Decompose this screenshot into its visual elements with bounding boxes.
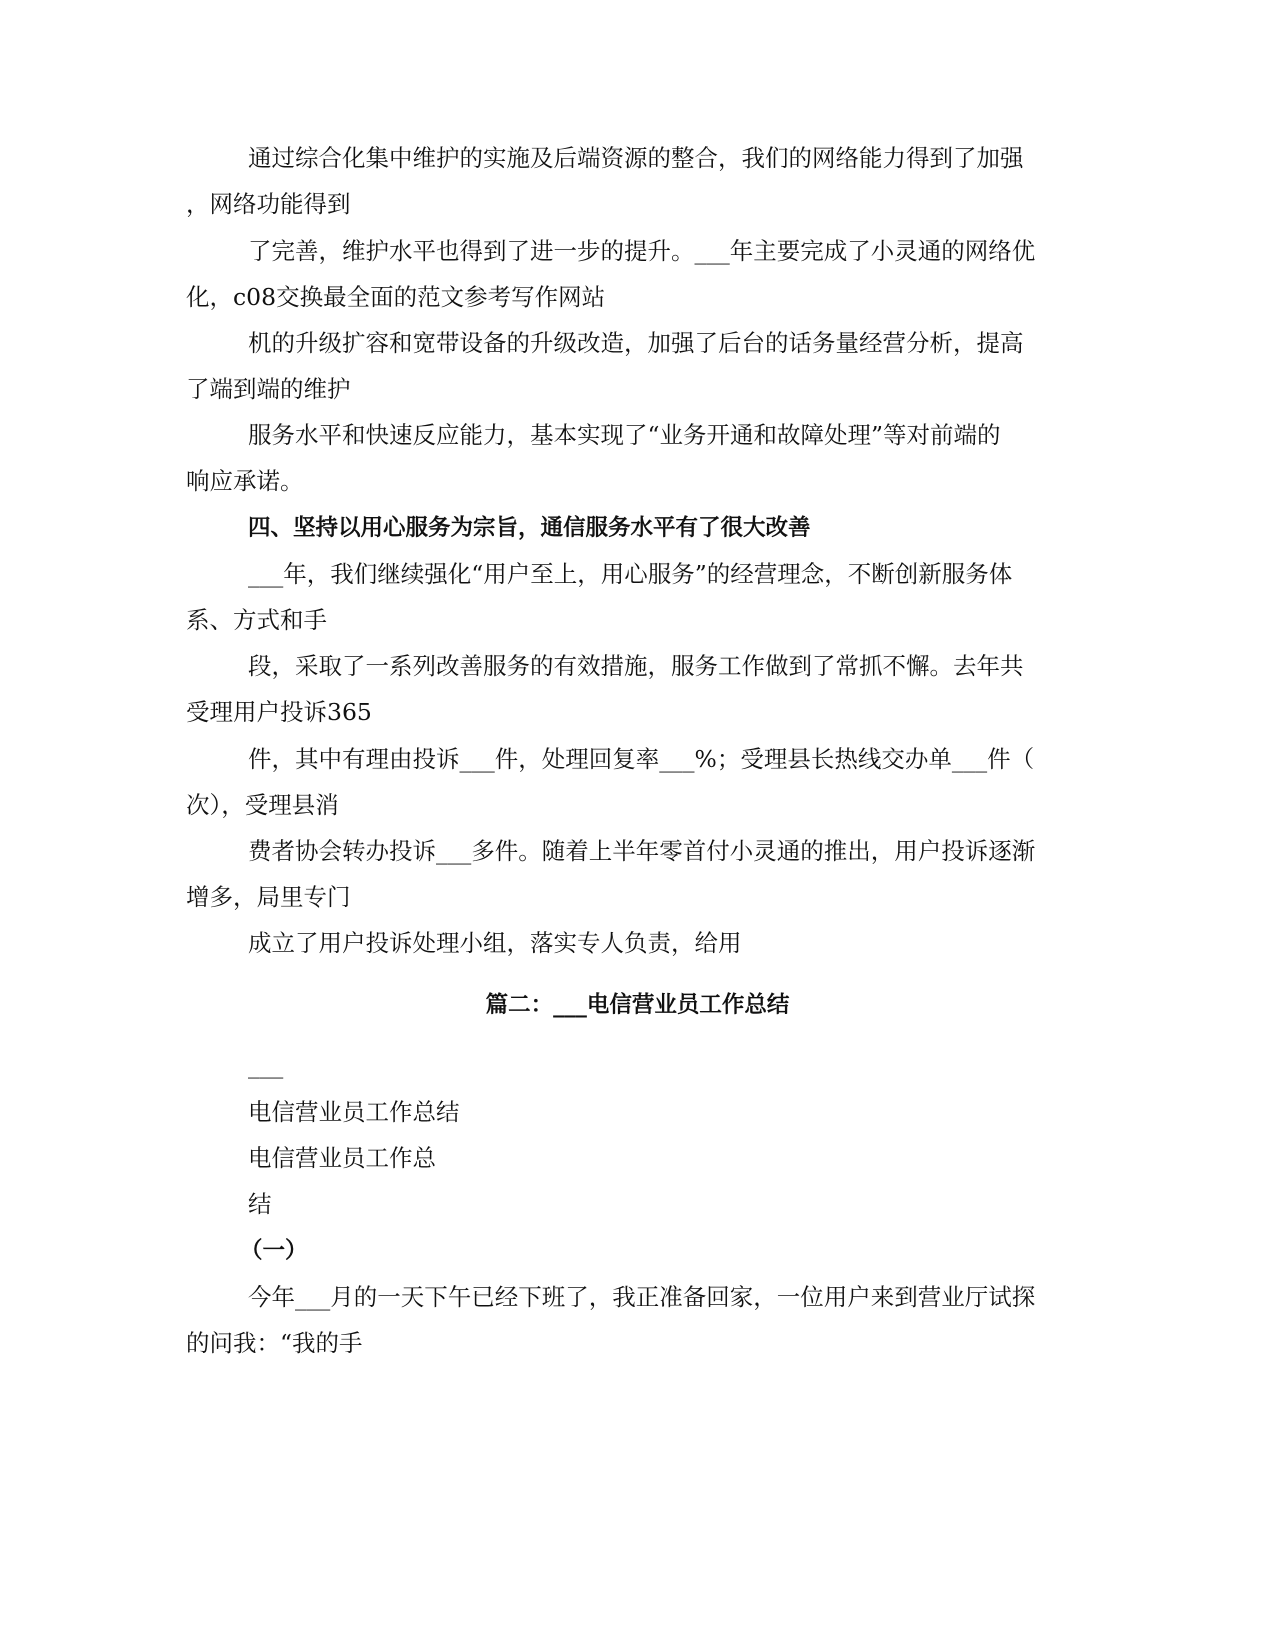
- paragraph-line: 化，c08交换最全面的范文参考写作网站: [186, 283, 606, 311]
- paragraph-line: 段，采取了一系列改善服务的有效措施，服务工作做到了常抓不懈。去年共: [248, 652, 1024, 680]
- section-heading: 四、坚持以用心服务为宗旨，通信服务水平有了很大改善: [248, 515, 811, 541]
- paragraph-line: ，网络功能得到: [186, 190, 351, 218]
- paragraph-line: 响应承诺。: [186, 467, 304, 495]
- paragraph-line: ___年，我们继续强化“用户至上，用心服务”的经营理念，不断创新服务体: [248, 560, 1013, 588]
- paragraph-line: 了完善，维护水平也得到了进一步的提升。___年主要完成了小灵通的网络优: [248, 237, 1036, 265]
- paragraph-line: 增多，局里专门: [186, 883, 351, 911]
- paragraph-line: 系、方式和手: [186, 606, 327, 634]
- paragraph-line: 费者协会转办投诉___多件。随着上半年零首付小灵通的推出，用户投诉逐渐: [248, 837, 1036, 865]
- subtitle-line: 电信营业员工作总结: [248, 1098, 460, 1126]
- paragraph-line: 次），受理县消: [186, 791, 339, 819]
- paragraph-line: 今年___月的一天下午已经下班了，我正准备回家，一位用户来到营业厅试探: [248, 1283, 1036, 1311]
- paragraph-line: 通过综合化集中维护的实施及后端资源的整合，我们的网络能力得到了加强: [248, 144, 1024, 172]
- part-number: （一）: [240, 1238, 308, 1264]
- paragraph-line: 受理用户投诉365: [186, 698, 372, 726]
- paragraph-line: 成立了用户投诉处理小组，落实专人负责，给用: [248, 929, 742, 957]
- paragraph-line: 件，其中有理由投诉___件，处理回复率___%；受理县长热线交办单___件（: [248, 745, 1035, 773]
- document-title: 篇二：___电信营业员工作总结: [485, 992, 790, 1018]
- paragraph-line: 机的升级扩容和宽带设备的升级改造，加强了后台的话务量经营分析，提高: [248, 329, 1024, 357]
- paragraph-line: 了端到端的维护: [186, 375, 351, 403]
- subtitle-line: 电信营业员工作总: [248, 1144, 436, 1172]
- paragraph-line: 服务水平和快速反应能力，基本实现了“业务开通和故障处理”等对前端的: [248, 421, 1001, 449]
- paragraph-line: 的问我：“我的手: [186, 1329, 363, 1357]
- blank-line: ___: [248, 1051, 284, 1079]
- subtitle-line: 结: [248, 1190, 272, 1218]
